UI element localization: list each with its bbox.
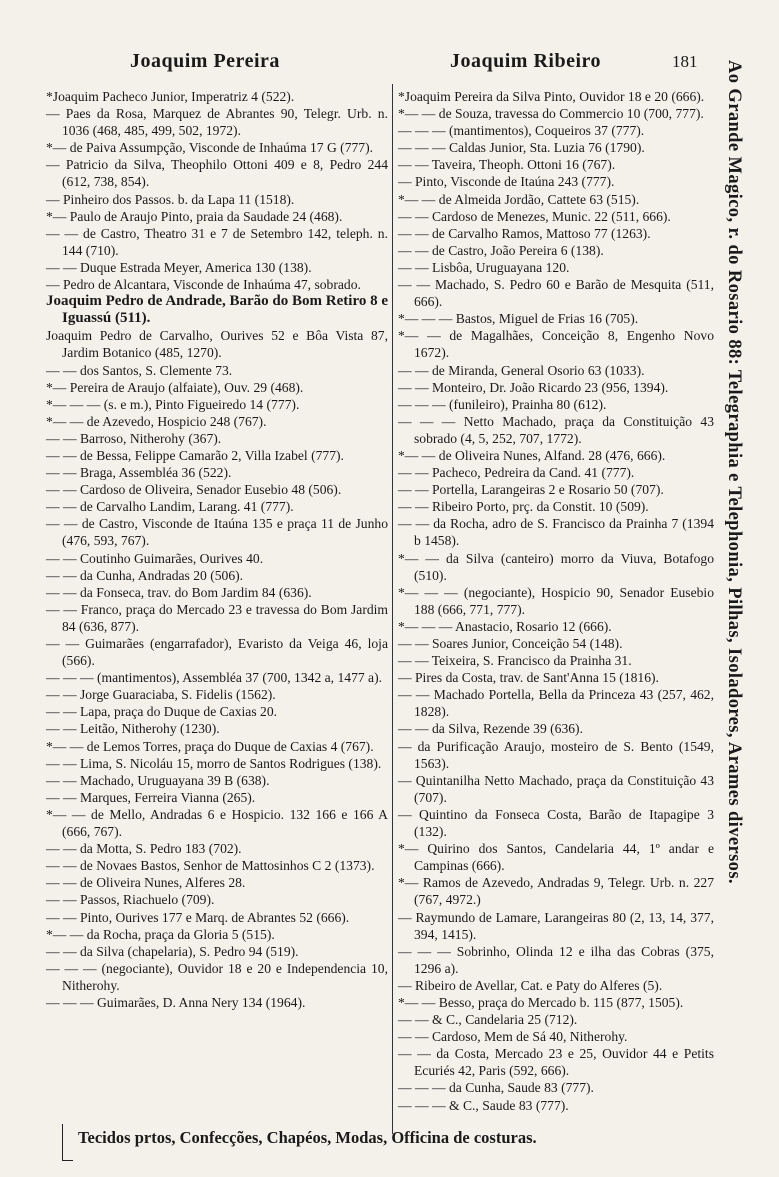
- directory-entry: — — de Castro, Visconde de Itaúna 135 e praça 11 de Junho (476, 593, 767).: [46, 516, 388, 549]
- directory-entry: *— — — (negociante), Hospicio 90, Senador Eusebio 188 (666, 771, 777).: [398, 584, 714, 617]
- directory-entry: — — Lima, S. Nicoláu 15, morro de Santos Rodrigues (138).: [46, 755, 382, 771]
- directory-entry: — — Guimarães (engarrafador), Evaristo da Veiga 46, loja (566).: [46, 636, 388, 669]
- directory-entry: — Raymundo de Lamare, Larangeiras 80 (2, 13, 14, 377, 394, 1415).: [398, 909, 714, 942]
- directory-entry: — Pedro de Alcantara, Visconde de Inhaúma 47, sobrado.: [46, 277, 361, 293]
- directory-entry: — Pinheiro dos Passos. b. da Lapa 11 (1518).: [46, 191, 295, 207]
- directory-entry: — — Machado, S. Pedro 60 e Barão de Mesquita (511, 666).: [398, 277, 714, 310]
- directory-entry: *— — de Almeida Jordão, Cattete 63 (515).: [398, 191, 640, 207]
- directory-entry: — — Monteiro, Dr. João Ricardo 23 (956, 1394).: [398, 379, 669, 395]
- directory-entry: — — da Rocha, adro de S. Francisco da Prainha 7 (1394 b 1458).: [398, 516, 714, 549]
- directory-entry: — — Jorge Guaraciaba, S. Fidelis (1562).: [46, 687, 276, 703]
- directory-entry: *Joaquim Pereira da Silva Pinto, Ouvidor 18 e 20 (666).: [398, 89, 705, 104]
- directory-entry: — — Franco, praça do Mercado 23 e travessa do Bom Jardim 84 (636, 877).: [46, 601, 388, 634]
- directory-entry: *— — de Azevedo, Hospicio 248 (767).: [46, 413, 267, 429]
- directory-entry: — — de Bessa, Felippe Camarão 2, Villa Izabel (777).: [46, 447, 344, 463]
- directory-entry: — — — Sobrinho, Olinda 12 e ilha das Cobras (375, 1296 a).: [398, 943, 714, 976]
- directory-entry: — — Braga, Assembléa 36 (522).: [46, 465, 232, 481]
- directory-entry: — Patricio da Silva, Theophilo Ottoni 409 e 8, Pedro 244 (612, 738, 854).: [46, 157, 388, 190]
- directory-entry: — — — Netto Machado, praça da Constituição 43 sobrado (4, 5, 252, 707, 1772).: [398, 413, 714, 446]
- directory-entry: — Ribeiro de Avellar, Cat. e Paty do Alferes (5).: [398, 977, 663, 993]
- directory-entry: *— Quirino dos Santos, Candelaria 44, 1º andar e Campinas (666).: [398, 841, 714, 874]
- directory-entry: — — da Motta, S. Pedro 183 (702).: [46, 841, 242, 857]
- directory-entry: — — — da Cunha, Saude 83 (777).: [398, 1080, 594, 1096]
- directory-entry: — — de Oliveira Nunes, Alferes 28.: [46, 875, 246, 891]
- directory-entry: — — — Caldas Junior, Sta. Luzia 76 (1790).: [398, 140, 645, 156]
- directory-entry: Joaquim Pedro de Carvalho, Ourives 52 e Bôa Vista 87, Jardim Botanico (485, 1270).: [46, 328, 388, 361]
- directory-entry: *Joaquim Pacheco Junior, Imperatriz 4 (522).: [46, 89, 295, 104]
- directory-entry: — — — (mantimentos), Coqueiros 37 (777).: [398, 123, 645, 139]
- directory-entry: *— — de Mello, Andradas 6 e Hospicio. 132 166 e 166 A (666, 767).: [46, 806, 388, 840]
- directory-entry: — — Portella, Larangeiras 2 e Rosario 50 (707).: [398, 482, 664, 498]
- directory-entry: — — dos Santos, S. Clemente 73.: [46, 362, 233, 378]
- directory-entry: — — Machado Portella, Bella da Princeza 43 (257, 462, 1828).: [398, 687, 714, 720]
- header-right-title: Joaquim Ribeiro: [450, 50, 602, 72]
- directory-entry: — — Soares Junior, Conceição 54 (148).: [398, 636, 623, 651]
- directory-entry: — — Duque Estrada Meyer, America 130 (138).: [46, 259, 312, 275]
- directory-entry: — — Pinto, Ourives 177 e Marq. de Abrantes 52 (666).: [46, 909, 350, 925]
- directory-entry: — — de Carvalho Ramos, Mattoso 77 (1263).: [398, 225, 651, 241]
- directory-entry: — — de Novaes Bastos, Senhor de Mattosinhos C 2 (1373).: [46, 858, 375, 874]
- directory-entry: — Paes da Rosa, Marquez de Abrantes 90, Telegr. Urb. n. 1036 (468, 485, 499, 502, 1972).: [46, 106, 388, 139]
- directory-entry: — — — (funileiro), Prainha 80 (612).: [398, 396, 607, 412]
- directory-entry: *— Pereira de Araujo (alfaiate), Ouv. 29 (468).: [46, 379, 304, 395]
- side-advertisement-text: Ao Grande Magico, r. do Rosario 88: Telegraphia e Telephonia, Pilhas, Isoladores, Arames diversos.: [724, 60, 744, 884]
- directory-entry: *— — de Souza, travessa do Commercio 10 (700, 777).: [398, 106, 704, 122]
- directory-entry: — — — (negociante), Ouvidor 18 e 20 e Independencia 10, Nitherohy.: [46, 960, 388, 993]
- directory-entry: — Pires da Costa, trav. de Sant'Anna 15 (1816).: [398, 670, 659, 686]
- directory-entry: — — Lapa, praça do Duque de Caxias 20.: [46, 704, 278, 720]
- directory-entry: *— — de Oliveira Nunes, Alfand. 28 (476, 666).: [398, 447, 666, 463]
- directory-entry: — — da Silva, Rezende 39 (636).: [398, 721, 583, 737]
- directory-entry: — — Barroso, Nitherohy (367).: [46, 430, 222, 446]
- directory-entry: *— — — Anastacio, Rosario 12 (666).: [398, 618, 612, 634]
- directory-entry: — — Taveira, Theoph. Ottoni 16 (767).: [398, 157, 616, 173]
- directory-entry: *— — — Bastos, Miguel de Frias 16 (705).: [398, 311, 639, 327]
- directory-entry: *— de Paiva Assumpção, Visconde de Inhaúma 17 G (777).: [46, 140, 374, 156]
- left-column: [44, 88, 388, 1011]
- directory-entry: — — da Costa, Mercado 23 e 25, Ouvidor 44 e Petits Ecuriés 42, Paris (592, 666).: [398, 1046, 714, 1079]
- directory-entry: *— Paulo de Araujo Pinto, praia da Saudade 24 (468).: [46, 208, 343, 224]
- directory-entry: — — da Cunha, Andradas 20 (506).: [46, 567, 244, 583]
- directory-entry: — — Ribeiro Porto, prç. da Constit. 10 (509).: [398, 499, 649, 515]
- directory-entry: — — Cardoso de Oliveira, Senador Eusebio 48 (506).: [46, 482, 342, 498]
- directory-entry: — — Cardoso de Menezes, Munic. 22 (511, 666).: [398, 208, 671, 224]
- directory-entry: — — da Silva (chapelaria), S. Pedro 94 (519).: [46, 943, 299, 959]
- column-divider: [392, 84, 393, 1134]
- directory-entry: — Pinto, Visconde de Itaúna 243 (777).: [398, 174, 615, 190]
- directory-entry: — — Cardoso, Mem de Sá 40, Nitherohy.: [398, 1029, 628, 1045]
- directory-entry: — — de Carvalho Landim, Larang. 41 (777).: [46, 499, 294, 515]
- directory-entry: — Quintanilha Netto Machado, praça da Constituição 43 (707).: [398, 772, 714, 805]
- directory-entry: — — & C., Candelaria 25 (712).: [398, 1012, 578, 1028]
- directory-entry: — da Purificação Araujo, mosteiro de S. Bento (1549, 1563).: [398, 738, 714, 771]
- directory-entry: — — Coutinho Guimarães, Ourives 40.: [46, 550, 264, 566]
- directory-entry: — — Leitão, Nitherohy (1230).: [46, 721, 220, 737]
- directory-entry: *— Ramos de Azevedo, Andradas 9, Telegr. Urb. n. 227 (767, 4972.): [398, 875, 714, 908]
- page-number: 181: [672, 52, 698, 71]
- directory-entry: — — de Miranda, General Osorio 63 (1033).: [398, 362, 645, 378]
- directory-entry: — — Pacheco, Pedreira da Cand. 41 (777).: [398, 465, 635, 481]
- directory-entry: *— — de Magalhães, Conceição 8, Engenho Novo 1672).: [398, 328, 714, 361]
- page-header: [60, 50, 720, 78]
- footer-bracket: [62, 1124, 73, 1161]
- directory-entry: *— — da Silva (canteiro) morro da Viuva, Botafogo (510).: [398, 550, 714, 583]
- directory-entry: *— — Besso, praça do Mercado b. 115 (877, 1505).: [398, 994, 684, 1010]
- directory-entry: — — — & C., Saude 83 (777).: [398, 1097, 569, 1113]
- right-column: [396, 88, 714, 1114]
- directory-entry: Joaquim Pedro de Andrade, Barão do Bom Retiro 8 e Iguassú (511).: [46, 293, 388, 327]
- directory-entry: *— — — (s. e m.), Pinto Figueiredo 14 (777).: [46, 396, 300, 412]
- directory-entry: *— — de Lemos Torres, praça do Duque de Caxias 4 (767).: [46, 738, 374, 754]
- directory-entry: — — Passos, Riachuelo (709).: [46, 892, 215, 908]
- directory-entry: — — Teixeira, S. Francisco da Prainha 31.: [398, 653, 632, 669]
- side-advertisement: [716, 60, 756, 1135]
- directory-entry: — — Lisbôa, Uruguayana 120.: [398, 259, 570, 275]
- directory-entry: — — Marques, Ferreira Vianna (265).: [46, 789, 256, 805]
- directory-entry: — — — Guimarães, D. Anna Nery 134 (1964).: [46, 994, 306, 1010]
- directory-entry: — Quintino da Fonseca Costa, Barão de Itapagipe 3 (132).: [398, 806, 714, 840]
- directory-entry: *— — da Rocha, praça da Gloria 5 (515).: [46, 926, 275, 942]
- directory-entry: — — Machado, Uruguayana 39 B (638).: [46, 772, 270, 788]
- directory-entry: — — de Castro, João Pereira 6 (138).: [398, 242, 604, 258]
- directory-entry: — — da Fonseca, trav. do Bom Jardim 84 (636).: [46, 584, 312, 600]
- directory-entry: — — de Castro, Theatro 31 e 7 de Setembro 142, teleph. n. 144 (710).: [46, 225, 388, 258]
- directory-entry: — — — (mantimentos), Assembléa 37 (700, 1342 a, 1477 a).: [46, 670, 383, 686]
- header-left-title: Joaquim Pereira: [130, 50, 280, 72]
- footer-advertisement: Tecidos prtos, Confecções, Chapéos, Modas, Officina de costuras.: [78, 1128, 537, 1147]
